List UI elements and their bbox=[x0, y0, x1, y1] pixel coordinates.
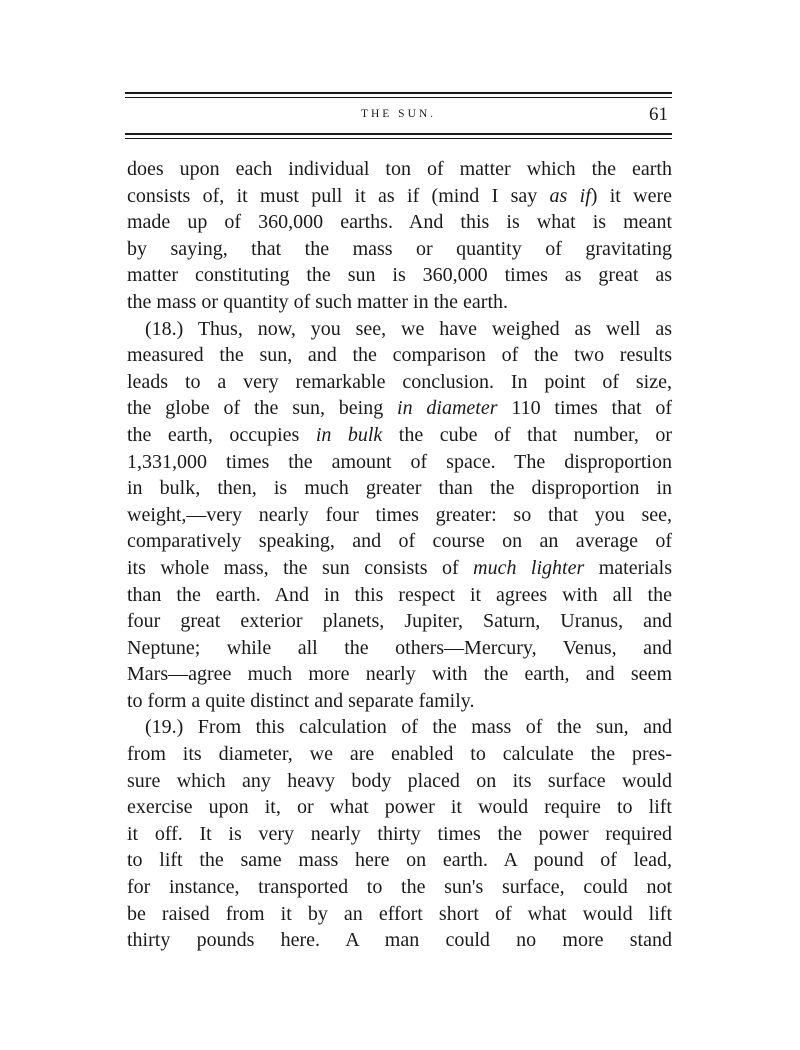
text-line bbox=[127, 209, 672, 236]
text-segment: (18.) Thus, now, you see, we have weighed as well as bbox=[145, 317, 672, 340]
text-segment: four great exterior planets, Jupiter, Saturn, Uranus, and bbox=[127, 610, 672, 633]
text-segment: than the earth. And in this respect it agrees with all the bbox=[127, 583, 672, 606]
text-line bbox=[127, 422, 672, 449]
text-segment: its whole mass, the sun consists of bbox=[127, 556, 474, 579]
text-segment: in bulk, then, is much greater than the disproportion in bbox=[127, 477, 672, 500]
text-segment: Mars—agree much more nearly with the earth, and seem bbox=[127, 663, 672, 686]
text-line bbox=[127, 342, 672, 369]
text-line bbox=[127, 688, 672, 715]
text-line bbox=[127, 847, 672, 874]
text-line bbox=[127, 528, 672, 555]
text-segment: sure which any heavy body placed on its surface would bbox=[127, 769, 672, 792]
text-line bbox=[127, 289, 672, 316]
text-line bbox=[127, 901, 672, 928]
running-head bbox=[125, 104, 672, 128]
text-line bbox=[127, 768, 672, 795]
italic-text: much lighter bbox=[473, 556, 585, 579]
text-segment: comparatively speaking, and of course on an average of bbox=[127, 530, 672, 553]
text-segment: be raised from it by an effort short of what would lift bbox=[127, 902, 672, 925]
text-segment: materials bbox=[584, 556, 672, 579]
text-line bbox=[127, 821, 672, 848]
header-rule-top bbox=[125, 92, 672, 94]
text-line bbox=[127, 608, 672, 635]
text-line bbox=[127, 714, 672, 741]
text-line bbox=[127, 316, 672, 343]
text-line bbox=[127, 395, 672, 422]
text-line bbox=[127, 449, 672, 476]
header-rule-bottom-thin bbox=[125, 138, 672, 139]
text-line bbox=[127, 794, 672, 821]
header-rule-top-thin bbox=[125, 97, 672, 98]
text-segment: 1,331,000 times the amount of space. The disproportion bbox=[127, 450, 672, 473]
body-text bbox=[127, 156, 672, 954]
text-segment: consists of, it must pull it as if (mind I say bbox=[127, 184, 550, 207]
page-number: 61 bbox=[649, 104, 668, 125]
text-segment: it off. It is very nearly thirty times the power required bbox=[127, 822, 672, 845]
text-segment: does upon each individual ton of matter which the earth bbox=[127, 158, 672, 180]
italic-text: in bulk bbox=[315, 423, 383, 446]
text-line bbox=[127, 635, 672, 662]
text-segment: exercise upon it, or what power it would require to lift bbox=[127, 796, 672, 819]
text-line bbox=[127, 661, 672, 688]
text-segment: the cube of that number, or bbox=[382, 423, 673, 446]
text-line bbox=[127, 502, 672, 529]
text-segment: matter constituting the sun is 360,000 times as great as bbox=[127, 264, 672, 287]
text-line bbox=[127, 156, 672, 183]
text-line bbox=[127, 874, 672, 901]
text-segment: 110 times that of bbox=[497, 397, 672, 420]
text-line bbox=[127, 741, 672, 768]
italic-text: in diameter bbox=[397, 397, 498, 420]
text-segment: to lift the same mass here on earth. A pound of lead, bbox=[127, 849, 672, 872]
text-segment: measured the sun, and the comparison of the two results bbox=[127, 344, 672, 367]
text-segment: weight,—very nearly four times greater: so that you see, bbox=[127, 503, 672, 526]
text-line bbox=[127, 369, 672, 396]
text-segment: leads to a very remarkable conclusion. In point of size, bbox=[127, 370, 672, 393]
text-segment: thirty pounds here. A man could no more stand bbox=[127, 929, 672, 952]
text-segment: the earth, occupies bbox=[127, 423, 316, 446]
text-segment: by saying, that the mass or quantity of gravitating bbox=[127, 237, 672, 260]
text-segment: the mass or quantity of such matter in the earth. bbox=[127, 290, 509, 313]
italic-text: as if bbox=[549, 184, 591, 207]
text-segment: for instance, transported to the sun's surface, could not bbox=[127, 876, 672, 899]
text-segment: the globe of the sun, being bbox=[127, 397, 398, 420]
running-title: THE SUN. bbox=[360, 108, 437, 120]
text-segment: from its diameter, we are enabled to calculate the pres- bbox=[127, 743, 672, 766]
text-line bbox=[127, 262, 672, 289]
text-segment: (19.) From this calculation of the mass of the sun, and bbox=[145, 716, 672, 739]
header-rule-bottom bbox=[125, 133, 672, 135]
text-line bbox=[127, 236, 672, 263]
text-segment: ) it were bbox=[590, 184, 672, 207]
text-line bbox=[127, 927, 672, 954]
text-segment: Neptune; while all the others—Mercury, Venus, and bbox=[127, 636, 672, 659]
text-segment: to form a quite distinct and separate family. bbox=[127, 689, 475, 712]
text-line bbox=[127, 475, 672, 502]
text-line bbox=[127, 582, 672, 609]
text-line bbox=[127, 555, 672, 582]
text-segment: made up of 360,000 earths. And this is what is meant bbox=[127, 211, 672, 234]
text-line bbox=[127, 183, 672, 210]
